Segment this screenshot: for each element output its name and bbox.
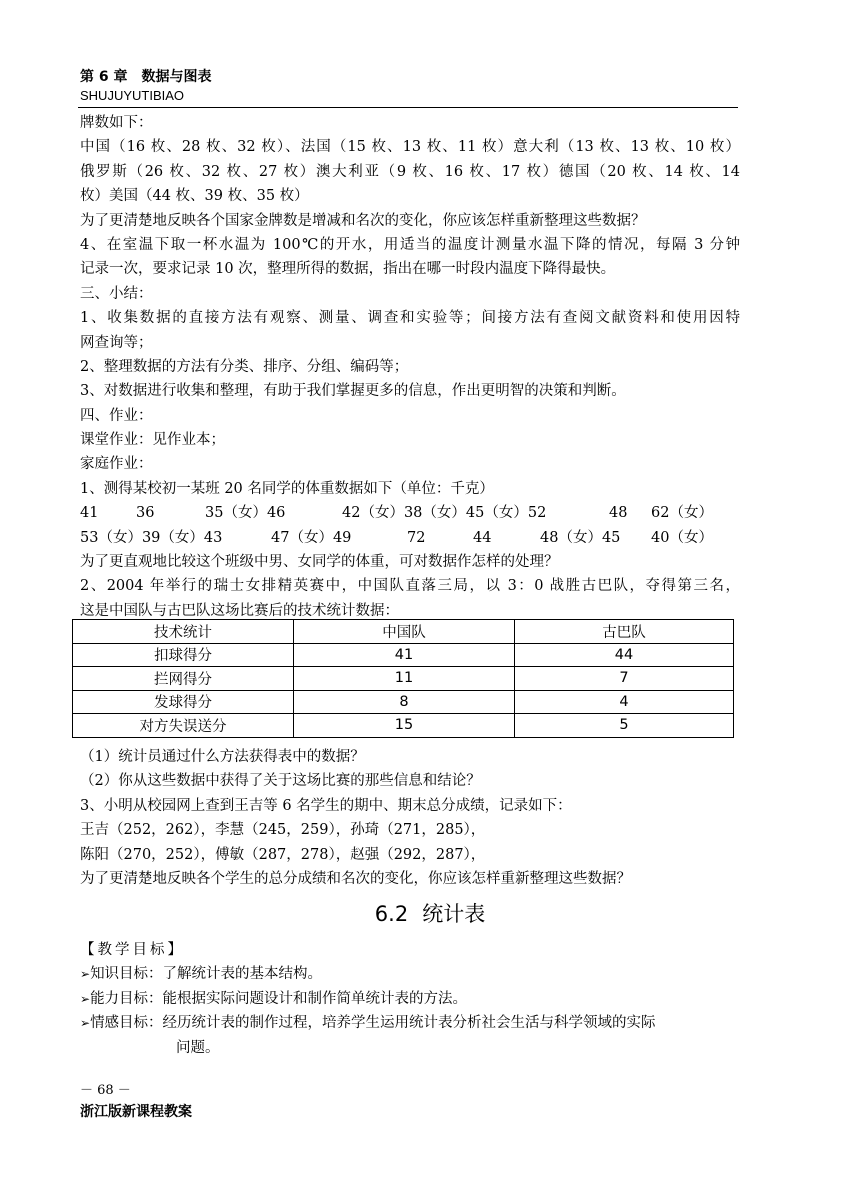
table-cell: 41	[294, 643, 515, 667]
paragraph-line: 网查询等；	[80, 334, 153, 351]
section-number: 6.2	[374, 902, 409, 926]
paragraph-line: 为了更直观地比较这个班级中男、女同学的体重，可对数据作怎样的处理？	[80, 554, 559, 571]
weight-value: 44	[473, 529, 492, 546]
paragraph-line: 中国（16 枚、28 枚、32 枚）、法国（15 枚、13 枚、11 枚）意大利（13 枚、13 枚、10 枚）	[80, 139, 740, 156]
goal-text: 情感目标：经历统计表的制作过程，培养学生运用统计表分析社会生活与科学领域的实际	[90, 1015, 656, 1032]
teaching-goals	[80, 938, 745, 1060]
goal-item	[80, 987, 745, 1011]
weight-value: 42（女）38（女）45（女）52	[342, 505, 547, 522]
paragraph-line: 课堂作业：见作业本；	[80, 432, 225, 449]
weight-value: 53（女）39（女）43	[80, 529, 223, 546]
header-rule	[78, 107, 738, 108]
section-heading: 四、作业：	[80, 407, 153, 424]
table-cell: 8	[294, 690, 515, 714]
table-cell: 44	[515, 643, 734, 667]
bullet-arrow-icon: ➢	[80, 991, 91, 1006]
goals-heading: 【教学目标】	[80, 942, 185, 958]
table-cell: 7	[515, 667, 734, 691]
paragraph-line: 牌数如下：	[80, 115, 153, 131]
question-line: （1）统计员通过什么方法获得表中的数据？	[80, 749, 365, 765]
table-row	[73, 667, 734, 691]
weight-value: 48（女）45	[540, 529, 621, 546]
goal-text: 能力目标：能根据实际问题设计和制作简单统计表的方法。	[90, 990, 468, 1007]
table-cell: 4	[515, 690, 734, 714]
paragraph-line: 1、测得某校初一某班 20 名同学的体重数据如下（单位：千克）	[80, 480, 494, 497]
table-header-cell: 中国队	[294, 620, 515, 644]
weight-value: 40（女）	[651, 529, 713, 546]
section-name: 统计表	[422, 902, 486, 926]
paragraph-line: 2、整理数据的方法有分类、排序、分组、编码等；	[80, 358, 409, 375]
weight-value: 47（女）49	[271, 529, 352, 546]
paragraph-line: 1、收集数据的直接方法有观察、测量、调查和实验等；间接方法有查阅文献资料和使用因特	[80, 310, 740, 327]
paragraph-line: 俄罗斯（26 枚、32 枚、27 枚）澳大利亚（9 枚、16 枚、17 枚）德国（20 枚、14 枚、14	[80, 163, 740, 180]
table-header-cell: 技术统计	[73, 620, 294, 644]
chapter-number: 第 6 章	[80, 69, 128, 85]
table-cell: 发球得分	[73, 690, 294, 714]
weights-row	[80, 501, 740, 525]
weight-value: 72	[407, 529, 426, 546]
table-cell: 15	[294, 714, 515, 738]
table-cell: 11	[294, 667, 515, 691]
table-header-cell: 古巴队	[515, 620, 734, 644]
table-cell: 扣球得分	[73, 643, 294, 667]
paragraph-line: 这是中国队与古巴队这场比赛后的技术统计数据：	[80, 602, 399, 619]
paragraph-line: 4、在室温下取一杯水温为 100℃的开水，用适当的温度计测量水温下降的情况，每隔 3 分钟	[80, 236, 740, 253]
section-title	[0, 898, 860, 928]
goal-continuation: 问题。	[176, 1039, 220, 1056]
goal-text: 知识目标：了解统计表的基本结构。	[90, 966, 323, 983]
body-text-after-table	[80, 745, 740, 891]
table-row	[73, 690, 734, 714]
section-heading: 三、小结：	[80, 285, 153, 302]
paragraph-line: 为了更清楚地反映各个学生的总分成绩和名次的变化，你应该怎样重新整理这些数据？	[80, 870, 631, 887]
paragraph-line: 3、对数据进行收集和整理，有助于我们掌握更多的信息，作出更明智的决策和判断。	[80, 383, 626, 400]
table-cell: 5	[515, 714, 734, 738]
publisher-footer: 浙江版新课程教案	[80, 1104, 192, 1120]
chapter-pinyin: SHUJUYUTIBIAO	[80, 88, 185, 103]
paragraph-line: 枚）美国（44 枚、39 枚、35 枚）	[80, 188, 309, 205]
weight-value: 48	[609, 505, 628, 522]
table-cell: 拦网得分	[73, 667, 294, 691]
tech-stats-table	[72, 619, 734, 738]
goal-item	[80, 1011, 745, 1035]
table-row	[73, 714, 734, 738]
weight-value: 62（女）	[651, 505, 713, 522]
paragraph-line: 记录一次，要求记录 10 次，整理所得的数据，指出在哪一时段内温度下降得最快。	[80, 261, 616, 278]
table-row	[73, 643, 734, 667]
table-header-row	[73, 620, 734, 644]
weight-value: 35（女）46	[205, 505, 286, 522]
weights-row	[80, 526, 740, 550]
bullet-arrow-icon: ➢	[80, 1016, 91, 1031]
weight-value: 36	[136, 505, 155, 522]
table-cell: 对方失误送分	[73, 714, 294, 738]
weight-value: 41	[80, 505, 99, 522]
paragraph-line: 陈阳（270，252），傅敏（287，278），赵强（292，287），	[80, 846, 486, 863]
bullet-arrow-icon: ➢	[80, 967, 91, 982]
body-text	[80, 111, 740, 623]
question-line: （2）你从这些数据中获得了关于这场比赛的那些信息和结论？	[80, 773, 481, 790]
chapter-header	[80, 66, 740, 86]
paragraph-line: 家庭作业：	[80, 456, 153, 473]
paragraph-line: 王吉（252，262），李慧（245，259），孙琦（271，285），	[80, 822, 486, 839]
paragraph-line: 3、小明从校园网上查到王吉等 6 名学生的期中、期末总分成绩，记录如下：	[80, 797, 572, 814]
paragraph-line: 2、2004 年举行的瑞士女排精英赛中，中国队直落三局，以 3：0 战胜古巴队，夺得第三名，	[80, 578, 740, 595]
goal-item	[80, 962, 745, 986]
page-number: － 68 －	[80, 1083, 131, 1098]
paragraph-line: 为了更清楚地反映各个国家金牌数是增减和名次的变化，你应该怎样重新整理这些数据？	[80, 212, 646, 229]
chapter-title: 数据与图表	[141, 69, 212, 85]
